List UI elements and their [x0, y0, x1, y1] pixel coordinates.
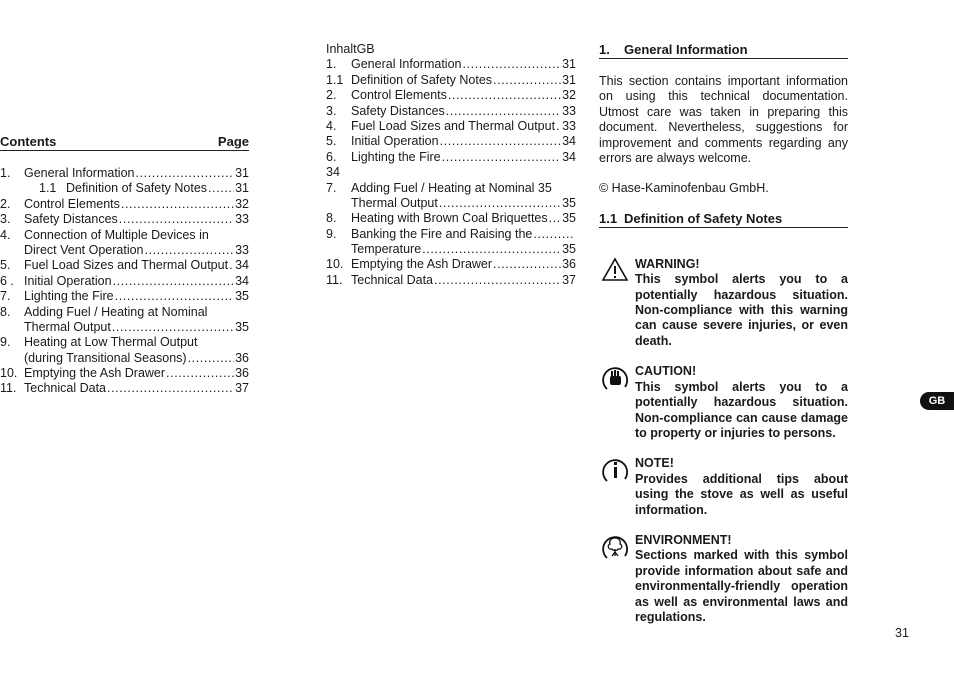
- caution-label: CAUTION!: [635, 364, 697, 379]
- toc-title: Safety Distances: [351, 103, 445, 118]
- section-number: 1.: [599, 42, 610, 57]
- toc-number: 1.: [0, 166, 11, 180]
- toc-entry: [326, 273, 576, 288]
- note-text: Provides additional tips about using the stove as well as useful information.: [635, 471, 848, 517]
- section-title: General Information: [624, 42, 748, 57]
- toc-title: Temperature: [351, 242, 422, 257]
- toc-title: Initial Operation: [24, 273, 112, 288]
- general-information-heading: [599, 42, 848, 59]
- toc-number: 11.: [0, 381, 17, 396]
- toc-entry: [0, 228, 249, 243]
- toc-leader-dots: [208, 181, 234, 196]
- toc-title: Technical Data: [351, 272, 433, 287]
- toc-title: General Information: [24, 166, 135, 180]
- toc-title: Emptying the Ash Drawer: [351, 257, 493, 272]
- toc-page: 34: [562, 134, 576, 149]
- toc-page: 33: [562, 103, 576, 118]
- warning-triangle-icon: [601, 257, 629, 285]
- toc-page: 31: [235, 166, 249, 180]
- toc-leader-dots: [549, 211, 561, 226]
- toc-number: 11.: [326, 272, 343, 287]
- toc-number: 6 .: [0, 273, 14, 288]
- toc-entry: 34: [326, 165, 340, 180]
- toc-leader-dots: [442, 150, 561, 165]
- toc-title: Safety Distances: [24, 212, 118, 227]
- toc-entry: [0, 366, 249, 381]
- toc-page: 32: [562, 88, 576, 103]
- copyright-text: © Hase-Kaminofenbau GmbH.: [599, 181, 769, 196]
- toc-number: 8.: [0, 304, 11, 319]
- toc-title: Fuel Load Sizes and Thermal Output: [351, 118, 556, 133]
- contents-page-label: Page: [217, 134, 249, 149]
- inhalt-column: [326, 42, 576, 288]
- toc-title: Fuel Load Sizes and Thermal Output: [24, 258, 229, 273]
- toc-entry: [0, 320, 249, 335]
- caution-note: [599, 364, 848, 441]
- toc-title: Adding Fuel / Heating at Nominal: [24, 304, 208, 319]
- toc-title: Thermal Output: [24, 319, 111, 334]
- caution-hand-icon: [601, 364, 629, 392]
- toc-page: 35: [235, 289, 249, 304]
- toc-title: Heating with Brown Coal Briquettes: [351, 211, 548, 226]
- toc-leader-dots: [446, 104, 561, 119]
- toc-page: 35: [235, 319, 249, 334]
- toc-number: 5.: [0, 258, 11, 273]
- inhalt-title: InhaltGB: [326, 42, 375, 56]
- environment-note: [599, 533, 848, 625]
- toc-title: Definition of Safety Notes: [351, 72, 493, 87]
- toc-number: 7.: [0, 289, 11, 304]
- toc-number: 10.: [326, 257, 344, 272]
- toc-page: 31: [235, 181, 249, 196]
- toc-number: 10.: [0, 366, 18, 381]
- toc-entry: [326, 134, 576, 149]
- general-information-body: This section contains important information on using this technical documentation. Utmost care was taken in preparing this document. Nevertheless, suggestions for improvement and comments regarding any errors are always welcome.: [599, 74, 848, 166]
- toc-leader-dots: [112, 320, 234, 335]
- toc-number: 3.: [326, 103, 337, 118]
- toc-leader-dots: [440, 134, 561, 149]
- inhalt-list: [326, 57, 576, 288]
- toc-title: Connection of Multiple Devices in: [24, 227, 209, 242]
- contents-list: [0, 166, 249, 397]
- toc-title: Technical Data: [24, 381, 106, 396]
- toc-entry: [0, 258, 249, 273]
- toc-title: Control Elements: [24, 196, 120, 211]
- toc-title: Emptying the Ash Drawer: [24, 366, 166, 381]
- toc-leader-dots: [493, 73, 561, 88]
- toc-number: 4.: [326, 118, 337, 133]
- toc-leader-dots: [188, 351, 234, 366]
- toc-page: 33: [235, 212, 249, 227]
- toc-leader-dots: [422, 242, 561, 257]
- toc-page: 33: [235, 242, 249, 257]
- toc-number: 5.: [326, 134, 337, 149]
- toc-number: 1.1: [39, 181, 57, 196]
- toc-leader-dots: [229, 258, 234, 273]
- language-badge: GB: [920, 392, 954, 410]
- warning-note: [599, 257, 848, 349]
- toc-title: General Information: [351, 57, 462, 72]
- toc-entry: [326, 104, 576, 119]
- toc-title: Definition of Safety Notes: [66, 181, 208, 196]
- toc-entry: [326, 242, 576, 257]
- toc-entry: [0, 351, 249, 366]
- toc-page: 32: [235, 196, 249, 211]
- toc-entry: [326, 211, 576, 226]
- note-label: NOTE!: [635, 456, 674, 471]
- toc-title: Control Elements: [351, 88, 447, 103]
- toc-page: 36: [235, 366, 249, 381]
- environment-label: ENVIRONMENT!: [635, 532, 732, 547]
- toc-leader-dots: [439, 196, 561, 211]
- toc-number: 1.: [326, 57, 337, 72]
- toc-entry: [0, 243, 249, 258]
- toc-number: 2.: [0, 196, 11, 211]
- toc-leader-dots: [119, 212, 234, 227]
- toc-title: Banking the Fire and Raising the: [351, 226, 533, 241]
- toc-entry: [326, 150, 576, 165]
- toc-entry: [326, 227, 576, 242]
- toc-number: 9.: [326, 226, 337, 241]
- toc-entry: [0, 166, 249, 181]
- toc-number: 4.: [0, 227, 11, 242]
- toc-title: Lighting the Fire: [24, 289, 114, 304]
- toc-entry: [0, 197, 249, 212]
- toc-page: 31: [562, 72, 576, 87]
- toc-number: 6.: [326, 149, 337, 164]
- section-number: 1.1: [599, 210, 618, 226]
- toc-entry: [326, 196, 576, 211]
- info-icon: [601, 456, 629, 484]
- caution-text: This symbol alerts you to a potentially hazardous situation. Non-compliance can cause damage to property or injuries to persons.: [635, 379, 848, 440]
- toc-leader-dots: [145, 243, 234, 258]
- toc-title: Direct Vent Operation: [24, 242, 144, 257]
- toc-entry: [326, 57, 576, 72]
- toc-entry: [326, 88, 576, 103]
- toc-page: 37: [235, 381, 249, 396]
- toc-number: 2.: [326, 88, 337, 103]
- toc-title: Initial Operation: [351, 134, 439, 149]
- environment-text: Sections marked with this symbol provide information about safe and environmentally-friendly operation as well as environmental laws and regulations.: [635, 548, 848, 624]
- toc-leader-dots: [121, 197, 234, 212]
- toc-number: 7.: [326, 180, 337, 195]
- toc-page: 35: [562, 242, 576, 257]
- toc-page: 34: [235, 258, 249, 273]
- toc-entry: [0, 181, 249, 196]
- toc-title: Heating at Low Thermal Output: [24, 335, 198, 350]
- toc-number: 1.1: [326, 72, 344, 87]
- toc-page: 33: [562, 118, 576, 133]
- toc-title: (during Transitional Seasons): [24, 350, 187, 365]
- toc-leader-dots: [533, 227, 575, 242]
- toc-leader-dots: [434, 273, 561, 288]
- toc-page: 36: [562, 257, 576, 272]
- contents-column: [0, 134, 249, 397]
- toc-leader-dots: [135, 166, 234, 181]
- general-information-column: [599, 42, 848, 625]
- toc-page: 37: [562, 272, 576, 287]
- toc-title: Adding Fuel / Heating at Nominal 35: [351, 180, 552, 195]
- toc-leader-dots: [448, 88, 561, 103]
- toc-page: 36: [235, 350, 249, 365]
- warning-label: WARNING!: [635, 256, 700, 271]
- contents-header: [0, 134, 249, 151]
- note-note: [599, 456, 848, 518]
- toc-leader-dots: [556, 119, 561, 134]
- toc-number: 8.: [326, 211, 337, 226]
- toc-entry: [326, 73, 576, 88]
- toc-page: 34: [562, 149, 576, 164]
- contents-title: Contents: [0, 134, 57, 149]
- toc-title: Thermal Output: [351, 195, 438, 210]
- toc-number: 9.: [0, 335, 11, 350]
- toc-leader-dots: [115, 289, 234, 304]
- toc-leader-dots: [493, 257, 561, 272]
- section-title: Definition of Safety Notes: [624, 210, 783, 226]
- page-number: 31: [895, 626, 909, 640]
- toc-entry: [0, 212, 249, 227]
- toc-entry: [326, 119, 576, 134]
- toc-entry: [0, 381, 249, 396]
- toc-entry: [0, 335, 249, 350]
- toc-entry: [326, 181, 576, 196]
- safety-notes-heading: [599, 211, 848, 228]
- toc-number: 3.: [0, 212, 11, 227]
- toc-leader-dots: [107, 381, 234, 396]
- toc-entry: [0, 274, 249, 289]
- warning-text: This symbol alerts you to a potentially hazardous situation. Non-compliance with this warning can cause severe injuries, or even death.: [635, 272, 848, 348]
- toc-page: 34: [235, 273, 249, 288]
- toc-entry: [0, 289, 249, 304]
- toc-entry: [0, 305, 249, 320]
- toc-page: 31: [562, 57, 576, 72]
- toc-entry: [326, 257, 576, 272]
- environment-tree-icon: [601, 533, 629, 561]
- toc-page: 35: [562, 211, 576, 226]
- toc-page: 35: [562, 195, 576, 210]
- toc-leader-dots: [113, 274, 234, 289]
- toc-leader-dots: [462, 57, 561, 72]
- toc-title: Lighting the Fire: [351, 149, 441, 164]
- toc-leader-dots: [166, 366, 234, 381]
